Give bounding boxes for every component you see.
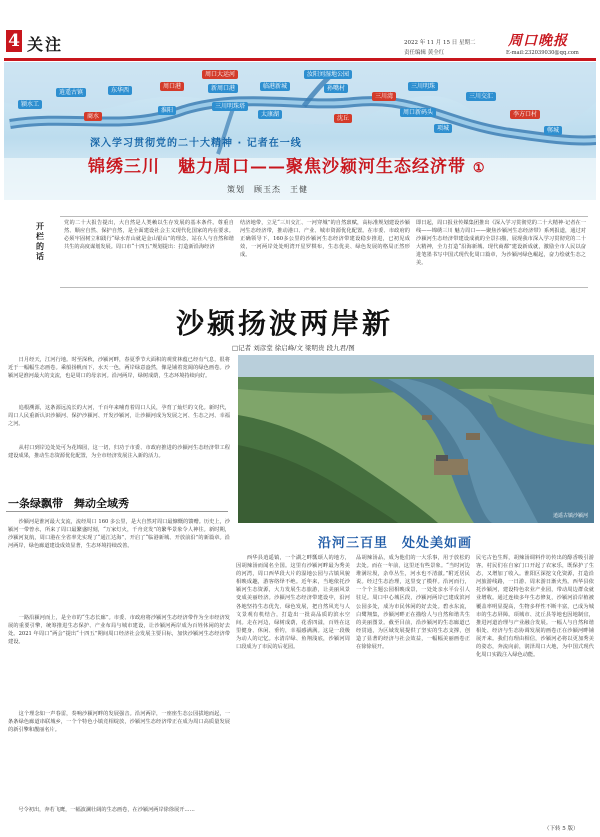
series-headline-text: 锦绣三川 魅力周口——聚焦沙颍河生态经济带: [88, 157, 466, 177]
map-label-place: 商水: [84, 112, 102, 121]
article-column-3: 品胡辣汤品，成为他们的一大乐事，用于放松的去处。而在一年前，这里还有些景象。“当时河边堆满垃圾，杂草丛生，河水也不清澈。”附近居民说。经过生态治理，这里变了模样。沿河而行，一个个主题公园相映成景，一处处亲水平台引人驻足。周口中心城区段，沙颍河两岸已建成滨河公园多处，成为市民休闲的好去处。碧水东流，白鹭翔集，沙颍河畔正在描绘人与自然和谐共生的美丽图景。截至目前，沿沙颍河的生态廊道已经贯通，为区域发展提供了坚实的生态支撑，创造了显著的经济与社会效益，一幅幅美丽画卷正在徐徐展开。: [356, 555, 470, 651]
map-label-place: 周口港: [160, 82, 184, 91]
map-label-place: 淮阳: [158, 106, 176, 115]
river-photo: [238, 355, 594, 523]
map-label-place: 沈丘: [334, 114, 352, 123]
map-label-place: 临港新城: [260, 82, 290, 91]
map-label-place: 三川明珠塔: [212, 102, 248, 111]
article-paragraph: 沙颍河是淮河最大支流，流经周口 160 多公里，是大自然对周口最慷慨的馈赠。历史上，沙颍河一带曾水，所来了周口最繁盛时刻，“万家灯火，千舟竞发”的繁华景象令人神往。新时期，沙颍河复航，周口港在全省率先实现了“通江达海”，开启了“临港新城、开放前沿”的新篇章。沿河两岸，绿色廊道建设成效显著，生态环境持续改善。: [8, 519, 230, 550]
map-label-place: 项城: [434, 124, 452, 133]
map-label-place: 新周口港: [208, 84, 238, 93]
map-label-place: 东华西: [108, 86, 132, 95]
series-headline: [88, 152, 486, 177]
page-number: 4: [6, 30, 22, 52]
continued-note: （下转 5 版）: [544, 826, 579, 832]
intro-column-2: 结济地带，立足“三川交汇、一河穿城”的自然禀赋，高标准规划建设沙颍河生态经济带，推动港口、产业、城市资源优化配置。在市委、市政府的正确领导下，160多公里的沙颍河生态经济带建设稳步推进，已初见成效，一河两岸处处明湾开星罗棋布，生态优美、绿色发展的格局正然形成。: [240, 220, 410, 259]
photo-caption: 沿河三百里 处处美如画: [318, 536, 473, 551]
subheading-rule: [6, 511, 228, 512]
map-label-place: 周口大运河: [202, 70, 238, 79]
map-label-place: 周口新码头: [400, 108, 436, 117]
intro-label: 开栏的话: [36, 222, 44, 261]
editor-credit: 责任编辑 黄全红: [404, 50, 445, 56]
header-rule: [4, 58, 596, 61]
contact-email: E-mail:232039030@qq.com: [506, 50, 579, 56]
map-label-place: 颍水工: [18, 100, 42, 109]
article-paragraph: 一路沿颍河而上，是全市的“生态长廊”。市委、市政府将沙颍河生态经济带作为全市经济发展的重要引擎，统筹推进生态保护、产业布局与城市建设，让沙颍河两岸成为百姓休闲的好去处。2021 年周口“两会”提出“十四五”期间周口经济社会发展主要目标，加快沙颍河生态经济带建设。: [8, 615, 230, 646]
article-paragraph: 从村口到岸边处处可为花锦园，这一切，归功于市委、市政府推进的沙颍河生态经济带工程建设成果，推动生态资源优化配置，为全市经济发展注入新的活力。: [8, 445, 230, 460]
article-column-4: 民宅古色生辉，胡辣汤调料作坊传出的醇香吸引游客。村民们在自家门口开起了农家乐，既保护了生态，又增加了收入。淮阳区深挖文化资源，打造沿河旅游线路，一日游、周末游日渐火热。西华县依托沙颍河，建设特色农业产业园，带动周边群众就业增收。通过连续多年生态修复，沙颍河沿岸植被覆盖率明显提高，生物多样性不断丰富，已成为城市的生态屏障。项城市、沈丘县等地也因地制宜，推进河道治理与产业融合发展。一幅人与自然和谐相处、经济与生态协调发展的画卷正在沙颍河畔铺展开来。我们有理由相信，沙颍河必将以更加秀美的姿态，奔流向前，润泽周口大地，为中国式现代化周口实践注入绿色动能。: [476, 555, 594, 659]
river-map-graphic: [4, 62, 596, 200]
series-planners: 策划 顾玉杰 王健: [227, 185, 308, 194]
article-column-2: 西华县逍遥镇，一个湖之畔瓢颂人的地方，因胡辣汤而闻名全国。这里有沙颍河畔最为秀美的河湾，周口西华段大片的湿地公园与古镇风貌相映成趣，游客络绎不绝。近年来，当地依托沙颍河生态资源，大力发展生态旅游，让美丽风景变成美丽经济。沙颍河生态经济带建设中，沿河各地坚持生态优先、绿色发展，把自然风光与人文景观有机结合，打造出一批高品质的滨水空间。走在河边，绿树成荫，花香四溢，百姓在这里健身、休闲、垂钓，幸福感满满。这是一段极为动人的记忆。水清岸绿、鱼翔浅底，沙颍河周口段成为了市民的后花园。: [236, 555, 350, 651]
article-paragraph: 日月经天，江河行地。时至深秋，沙颍河畔，春夏季节大面积的观赏林蕴已经有气息，很将近于一幅幅生态画卷。乘船扬帆而下，水天一色，两岸绿意盎然，像是铺着宽阔的绿色画卷。沙颍河是淮河最大的支流，也是周口的母亲河。沿河两岸，绿树成荫，生态环境持续向好。: [8, 357, 230, 380]
newspaper-logo: 周口晚报: [508, 33, 568, 49]
photo-credit: 逍遥古镇沙颍河: [552, 513, 588, 519]
article-paragraph: 号令初出，奔若飞鹰，一幅波澜壮阔的生态画卷，在沙颍河两岸徐徐展开……: [8, 807, 195, 813]
map-label-place: 三川交汇: [466, 92, 496, 101]
intro-column-1: 党的二十大报告提出，大自然是人类赖以生存发展的基本条件。尊重自然、顺应自然、保护自然，是全面建设社会主义现代化国家的内在要求。必须牢固树立和践行“绿水青山就是金山银山”的理念，站在人与自然和谐共生的高度谋划发展。周口市“十四五”规划提出：打造新沿海经济: [64, 220, 234, 251]
series-number: ①: [472, 161, 486, 176]
map-label-place: 李方口村: [510, 110, 540, 119]
intro-column-3: 即日起，周口报业传媒集团推出《深入学习贯彻党的二十大精神·记者在一线——锦绣三川 魅力周口——聚焦沙颍河生态经济带》系列报道，通过对沙颍河生态经济带建设成就的全景扫描，展现我市深入学习贯彻党的二十大精神，全力打造“沿海新城、现代商都”建设新成就，激励全市人民以奋进笔墨书写中国式现代化周口篇章，为沙颍河绿色崛起，奋力绘就生态之美。: [416, 220, 586, 267]
article-paragraph: 这个理念如一声春雷，奏响沙颍河畔的发展强音。沿河两岸，一座座生态公园拔地而起，一条条绿色廊道串联城乡，一个个特色小镇竞相绽放，沙颍河生态经济带正在成为周口高质量发展的新引擎和靓丽名片。: [8, 711, 230, 734]
section-title: 关注: [27, 35, 64, 54]
article-subheading: 一条绿飘带 舞动全域秀: [8, 497, 129, 510]
article-title: 沙颍扬波两岸新: [176, 307, 394, 340]
map-label-place: 三川明珠: [408, 82, 438, 91]
issue-date: 2022 年 11 月 15 日 星期二: [404, 40, 476, 46]
campaign-title: 深入学习贯彻党的二十大精神 · 记者在一线: [90, 138, 302, 149]
map-label-place: 太康湖: [258, 110, 282, 119]
map-label-place: 三川湾: [372, 92, 396, 101]
article-paragraph: 追根溯源，这条源远流长的大河，千百年来哺育着周口人民，孕育了灿烂的文化。新时代，周口人民重新认识沙颍河、保护沙颍河、开发沙颍河，让沙颍河成为发展之河、生态之河、幸福之河。: [8, 405, 230, 428]
map-label-place: 汝阳刘湿地公园: [304, 70, 352, 79]
article-byline: □记者 刘彦堂 徐启峰/文 梁明贵 段九君/图: [232, 344, 355, 352]
map-label-place: 逍遥古镇: [56, 88, 86, 97]
map-label-place: 孙嘴村: [324, 84, 348, 93]
river-map-banner: [4, 62, 596, 200]
map-label-place: 郸城: [544, 126, 562, 135]
river-photo-graphic: [238, 355, 594, 523]
